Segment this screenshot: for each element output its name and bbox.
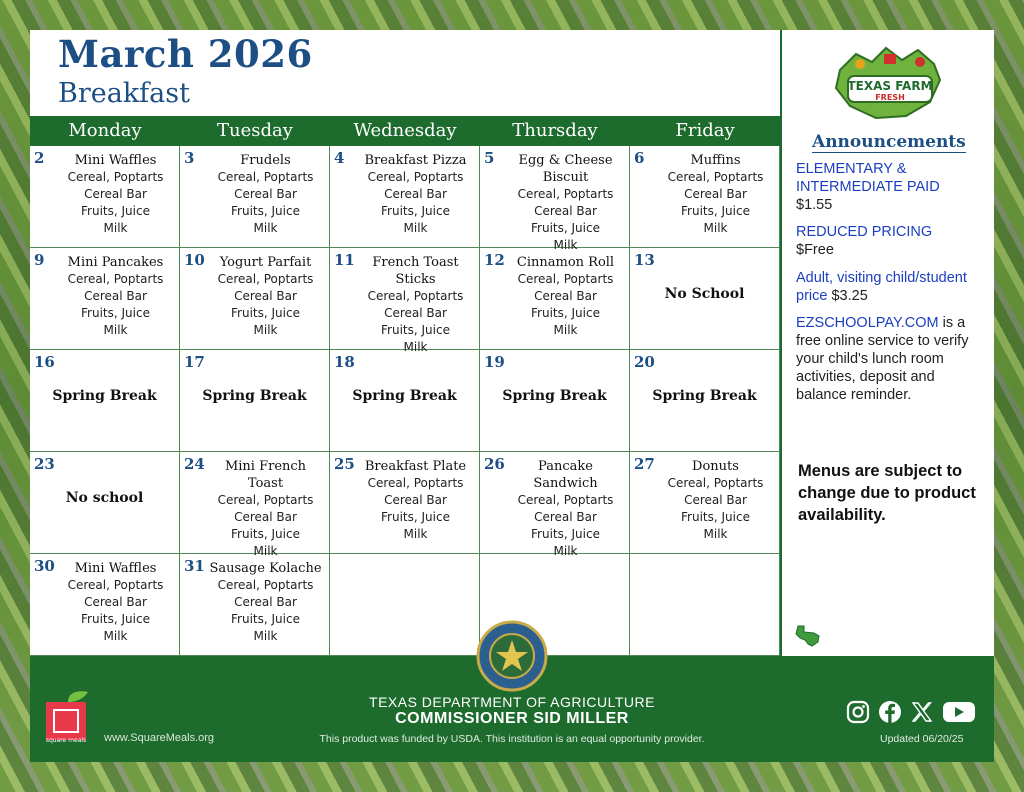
ezschoolpay-text: is a free online service to verify your child's lunch room activities, deposit and balance reminder.: [796, 315, 969, 403]
calendar-grid: [30, 146, 780, 656]
calendar-day-cell: [630, 248, 780, 350]
day-menu: [358, 152, 473, 237]
youtube-icon[interactable]: [942, 700, 976, 724]
calendar-day-cell: [30, 146, 180, 248]
main-entree: Pancake Sandwich: [533, 459, 598, 491]
calendar-day-cell: [330, 146, 480, 248]
menu-change-note: Menus are subject to change due to product availability.: [798, 462, 976, 524]
menu-line: Cereal, Poptarts: [67, 272, 164, 286]
day-menu: [508, 458, 623, 560]
paid-pricing: [796, 160, 988, 214]
day-menu: [58, 254, 173, 339]
day-number: 23: [34, 455, 55, 473]
menu-line: Cereal Bar: [234, 595, 297, 609]
calendar-day-cell: [480, 146, 630, 252]
weekday-label: Wednesday: [353, 120, 457, 141]
sidebar: [780, 30, 994, 656]
menu-line: Cereal Bar: [534, 289, 597, 303]
menu-line: Cereal Bar: [84, 187, 147, 201]
calendar-day-cell: [180, 554, 330, 656]
menu-line: Fruits, Juice: [381, 323, 450, 337]
paid-price: $1.55: [796, 197, 833, 213]
menu-line: Cereal Bar: [384, 306, 447, 320]
day-closure-label: Spring Break: [652, 388, 757, 404]
menu-line: Milk: [403, 221, 428, 235]
menu-line: Fruits, Juice: [531, 527, 600, 541]
page-subtitle: Breakfast: [58, 78, 190, 109]
main-entree: Mini Waffles: [74, 153, 157, 168]
menu-line: Fruits, Juice: [231, 612, 300, 626]
square-meals-url[interactable]: www.SquareMeals.org: [104, 732, 215, 744]
main-entree: French Toast Sticks: [372, 255, 459, 287]
weekday-label: Monday: [68, 120, 142, 141]
menu-line: Cereal, Poptarts: [217, 170, 314, 184]
menu-line: Cereal, Poptarts: [517, 272, 614, 286]
adult-label: Adult, visiting child/student price: [796, 270, 967, 304]
calendar-day-cell: [180, 146, 330, 248]
menu-line: Cereal, Poptarts: [367, 476, 464, 490]
day-number: 16: [34, 353, 55, 371]
calendar-day-cell: [30, 350, 180, 452]
day-menu: [208, 254, 323, 339]
menu-line: Fruits, Juice: [531, 306, 600, 320]
day-menu: [208, 152, 323, 237]
day-number: 10: [184, 251, 205, 269]
menu-line: Cereal Bar: [534, 204, 597, 218]
adult-price: $3.25: [831, 288, 868, 304]
day-menu: [508, 152, 623, 254]
menu-line: Cereal, Poptarts: [667, 476, 764, 490]
texas-icon: [794, 624, 822, 648]
day-closure-label: No School: [664, 286, 745, 302]
day-number: 20: [634, 353, 655, 371]
day-closure-label: Spring Break: [352, 388, 457, 404]
menu-line: Milk: [253, 221, 278, 235]
day-number: 11: [334, 251, 355, 269]
calendar-day-cell: [330, 350, 480, 452]
menu-line: Fruits, Juice: [681, 510, 750, 524]
day-number: 24: [184, 455, 205, 473]
facebook-icon[interactable]: [878, 700, 902, 724]
menu-line: Fruits, Juice: [681, 204, 750, 218]
paid-label: ELEMENTARY & INTERMEDIATE PAID: [796, 161, 940, 195]
menu-line: Cereal Bar: [684, 187, 747, 201]
day-menu: [508, 254, 623, 339]
calendar-day-cell: [30, 452, 180, 554]
main-entree: Frudels: [240, 153, 291, 168]
day-closure-label: Spring Break: [52, 388, 157, 404]
calendar-day-cell: [630, 146, 780, 248]
calendar-day-cell: [480, 452, 630, 558]
menu-line: Milk: [103, 323, 128, 337]
calendar-day-cell: [180, 350, 330, 452]
tda-seal-icon: [476, 620, 548, 692]
day-number: 9: [34, 251, 45, 269]
menu-line: Cereal, Poptarts: [217, 493, 314, 507]
day-number: 18: [334, 353, 355, 371]
reduced-label: REDUCED PRICING: [796, 224, 933, 240]
menu-line: Cereal Bar: [234, 187, 297, 201]
weekday-header: [30, 116, 780, 146]
menu-line: Milk: [553, 323, 578, 337]
day-number: 31: [184, 557, 205, 575]
menu-line: Cereal, Poptarts: [517, 187, 614, 201]
main-entree: Egg & Cheese Biscuit: [518, 153, 613, 185]
day-menu: [358, 254, 473, 356]
menu-line: Fruits, Juice: [381, 510, 450, 524]
menu-line: Fruits, Juice: [81, 306, 150, 320]
usda-disclaimer: This product was funded by USDA. This institution is an equal opportunity provider.: [319, 733, 705, 745]
menu-line: Cereal Bar: [234, 510, 297, 524]
day-menu: [58, 152, 173, 237]
calendar-day-cell: [480, 248, 630, 350]
menu-line: Cereal, Poptarts: [67, 578, 164, 592]
main-entree: Donuts: [692, 459, 739, 474]
calendar-day-cell: [180, 248, 330, 350]
day-number: 6: [634, 149, 645, 167]
main-entree: Cinnamon Roll: [516, 255, 615, 270]
main-entree: Mini Waffles: [74, 561, 157, 576]
reduced-price: $Free: [796, 242, 834, 258]
menu-line: Cereal, Poptarts: [367, 170, 464, 184]
day-menu: [658, 458, 773, 543]
menu-line: Cereal, Poptarts: [67, 170, 164, 184]
day-number: 25: [334, 455, 355, 473]
menu-line: Cereal, Poptarts: [517, 493, 614, 507]
menu-line: Milk: [703, 221, 728, 235]
menu-line: Cereal Bar: [84, 289, 147, 303]
menu-line: Cereal Bar: [384, 493, 447, 507]
logo-text-top: TEXAS FARM: [847, 79, 933, 93]
calendar-day-cell: [180, 452, 330, 558]
calendar-day-cell: [630, 350, 780, 452]
calendar-day-cell: [630, 452, 780, 554]
calendar-area: [30, 30, 780, 656]
menu-line: Milk: [403, 527, 428, 541]
menu-line: Milk: [553, 544, 578, 558]
menu-line: Cereal Bar: [384, 187, 447, 201]
menu-line: Cereal, Poptarts: [217, 578, 314, 592]
menu-line: Cereal Bar: [534, 510, 597, 524]
menu-line: Cereal, Poptarts: [367, 289, 464, 303]
day-menu: [358, 458, 473, 543]
main-entree: Muffins: [690, 153, 741, 168]
weekday-label: Tuesday: [217, 120, 293, 141]
menu-line: Cereal Bar: [84, 595, 147, 609]
square-meals-brand: square meals: [45, 737, 87, 744]
texas-farm-fresh-logo: [826, 40, 952, 124]
x-icon[interactable]: [910, 700, 934, 724]
ezschoolpay-info: [796, 314, 988, 404]
menu-line: Milk: [103, 629, 128, 643]
day-number: 27: [634, 455, 655, 473]
day-number: 17: [184, 353, 205, 371]
menu-line: Cereal, Poptarts: [667, 170, 764, 184]
day-menu: [58, 560, 173, 645]
menu-line: Fruits, Juice: [81, 612, 150, 626]
menu-sheet: [30, 30, 994, 762]
day-number: 19: [484, 353, 505, 371]
main-entree: Sausage Kolache: [209, 561, 322, 576]
day-number: 12: [484, 251, 505, 269]
menu-line: Fruits, Juice: [231, 204, 300, 218]
weekday-label: Friday: [675, 120, 735, 141]
department-name: TEXAS DEPARTMENT OF AGRICULTURE: [369, 694, 655, 710]
menu-line: Fruits, Juice: [81, 204, 150, 218]
menu-line: Fruits, Juice: [531, 221, 600, 235]
day-number: 30: [34, 557, 55, 575]
weekday-label: Thursday: [512, 120, 598, 141]
menu-line: Milk: [253, 629, 278, 643]
calendar-day-cell: [30, 248, 180, 350]
menu-line: Cereal Bar: [684, 493, 747, 507]
menu-line: Fruits, Juice: [231, 306, 300, 320]
calendar-day-cell: [630, 554, 780, 656]
day-menu: [208, 458, 323, 560]
announcements-title: Announcements: [812, 132, 966, 152]
ezschoolpay-link[interactable]: EZSCHOOLPAY.COM: [796, 315, 939, 331]
menu-line: Milk: [703, 527, 728, 541]
main-entree: Breakfast Plate: [364, 459, 467, 474]
day-closure-label: No school: [65, 490, 144, 506]
menu-line: Cereal, Poptarts: [217, 272, 314, 286]
adult-pricing: [796, 269, 988, 305]
calendar-day-cell: [330, 248, 480, 354]
page-title: March 2026: [58, 32, 313, 76]
menu-line: Milk: [253, 323, 278, 337]
menu-line: Milk: [253, 544, 278, 558]
menu-line: Fruits, Juice: [381, 204, 450, 218]
menu-line: Milk: [553, 238, 578, 252]
menu-line: Milk: [403, 340, 428, 354]
calendar-day-cell: [330, 452, 480, 554]
main-entree: Mini Pancakes: [67, 255, 164, 270]
menu-line: Milk: [103, 221, 128, 235]
reduced-pricing: [796, 223, 988, 259]
menu-line: Cereal Bar: [234, 289, 297, 303]
day-closure-label: Spring Break: [502, 388, 607, 404]
day-number: 3: [184, 149, 195, 167]
calendar-day-cell: [330, 554, 480, 656]
logo-text-bottom: FRESH: [875, 93, 905, 102]
menu-line: Fruits, Juice: [231, 527, 300, 541]
footer: [30, 656, 994, 762]
calendar-day-cell: [480, 350, 630, 452]
main-entree: Mini French Toast: [224, 459, 307, 491]
updated-date: Updated 06/20/25: [880, 733, 964, 745]
day-number: 26: [484, 455, 505, 473]
day-number: 13: [634, 251, 655, 269]
day-closure-label: Spring Break: [202, 388, 307, 404]
day-number: 5: [484, 149, 495, 167]
day-menu: [658, 152, 773, 237]
day-menu: [208, 560, 323, 645]
main-entree: Yogurt Parfait: [219, 255, 312, 270]
day-number: 4: [334, 149, 345, 167]
main-entree: Breakfast Pizza: [364, 153, 467, 168]
day-number: 2: [34, 149, 45, 167]
commissioner-name: COMMISSIONER SID MILLER: [395, 710, 629, 727]
instagram-icon[interactable]: [846, 700, 870, 724]
social-links: [846, 700, 976, 724]
calendar-day-cell: [30, 554, 180, 656]
